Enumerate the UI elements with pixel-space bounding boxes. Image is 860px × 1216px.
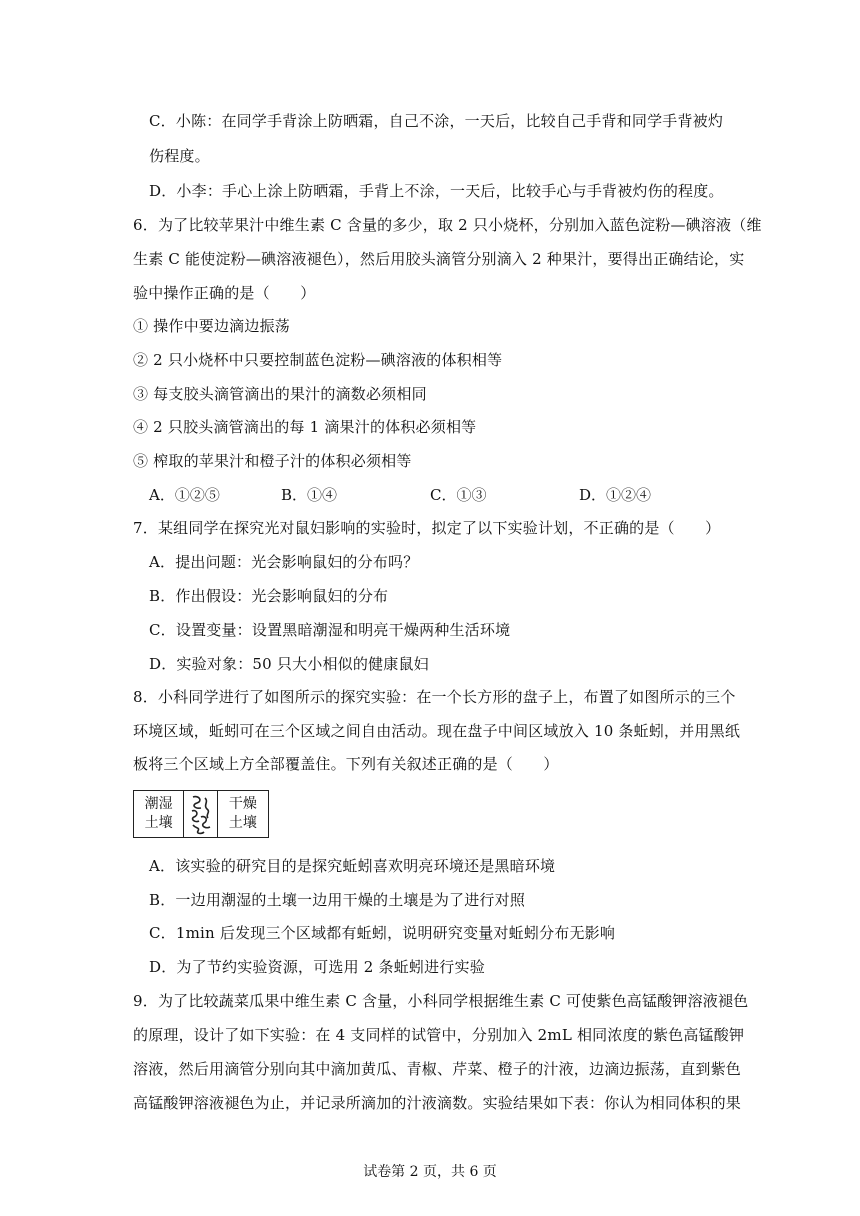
q9-stem-line2: 的原理，设计了如下实验：在 4 支同样的试管中，分别加入 2mL 相同浓度的紫色高锰酸钾: [133, 1026, 745, 1044]
earthworm-tray-figure: [133, 790, 269, 838]
q8-option-b: B．一边用潮湿的土壤一边用干燥的土壤是为了进行对照: [149, 891, 526, 909]
figure-left-zone: [134, 791, 184, 837]
q7-option-d: D．实验对象：50 只大小相似的健康鼠妇: [149, 655, 429, 673]
q5-option-c-line1: C．小陈：在同学手背涂上防晒霜，自己不涂，一天后，比较自己手背和同学手背被灼: [149, 112, 724, 130]
figure-right-label-1: 干燥: [228, 796, 257, 812]
q6-item-1: ① 操作中要边滴边振荡: [133, 317, 290, 335]
q6-item-2: ② 2 只小烧杯中只要控制蓝色淀粉—碘溶液的体积相等: [133, 351, 503, 369]
q8-stem-line2: 环境区域，蚯蚓可在三个区域之间自由活动。现在盘子中间区域放入 10 条蚯蚓，并用黑纸: [133, 722, 741, 740]
q6-item-5: ⑤ 榨取的苹果汁和橙子汁的体积必须相等: [133, 452, 412, 470]
q8-option-c: C．1min 后发现三个区域都有蚯蚓，说明研究变量对蚯蚓分布无影响: [149, 924, 616, 942]
q6-stem-line1: 6．为了比较苹果汁中维生素 C 含量的多少，取 2 只小烧杯，分别加入蓝色淀粉—碘溶液（维: [133, 216, 762, 234]
figure-left-label-2: 土壤: [144, 815, 173, 831]
q6-stem-line2: 生素 C 能使淀粉—碘溶液褪色），然后用胶头滴管分别滴入 2 种果汁，要得出正确结论，实: [133, 250, 745, 268]
q6-option-c: C．①③: [430, 486, 487, 504]
q6-option-d: D．①②④: [579, 486, 652, 504]
earthworms-icon: [187, 793, 215, 835]
figure-right-label-2: 土壤: [228, 815, 257, 831]
q7-stem: 7．某组同学在探究光对鼠妇影响的实验时，拟定了以下实验计划，不正确的是（ ）: [133, 519, 721, 537]
q7-option-b: B．作出假设：光会影响鼠妇的分布: [149, 587, 389, 605]
q6-option-b: B．①④: [281, 486, 338, 504]
q9-stem-line3: 溶液，然后用滴管分别向其中滴加黄瓜、青椒、芹菜、橙子的汁液，边滴边振荡，直到紫色: [133, 1060, 742, 1078]
q9-stem-line4: 高锰酸钾溶液褪色为止，并记录所滴加的汁液滴数。实验结果如下表：你认为相同体积的果: [133, 1094, 742, 1112]
page-footer: 试卷第 2 页，共 6 页: [363, 1164, 497, 1180]
q8-stem-line3: 板将三个区域上方全部覆盖住。下列有关叙述正确的是（ ）: [133, 755, 559, 773]
figure-left-label-1: 潮湿: [144, 796, 173, 812]
q6-option-a: A．①②⑤: [149, 486, 220, 504]
q9-stem-line1: 9．为了比较蔬菜瓜果中维生素 C 含量，小科同学根据维生素 C 可使紫色高锰酸钾溶液褪色: [133, 992, 749, 1010]
q7-option-c: C．设置变量：设置黑暗潮湿和明亮干燥两种生活环境: [149, 621, 511, 639]
figure-right-zone: [218, 791, 268, 837]
q6-item-3: ③ 每支胶头滴管滴出的果汁的滴数必须相同: [133, 385, 427, 403]
q5-option-d: D．小李：手心上涂上防晒霜，手背上不涂，一天后，比较手心与手背被灼伤的程度。: [149, 182, 724, 200]
q8-option-a: A．该实验的研究目的是探究蚯蚓喜欢明亮环境还是黑暗环境: [149, 857, 556, 875]
figure-middle-zone: [184, 791, 218, 837]
q6-item-4: ④ 2 只胶头滴管滴出的每 1 滴果汁的体积必须相等: [133, 418, 477, 436]
q5-option-c-line2: 伤程度。: [149, 147, 210, 165]
q8-stem-line1: 8．小科同学进行了如图所示的探究实验：在一个长方形的盘子上，布置了如图所示的三个: [133, 688, 736, 706]
q8-option-d: D．为了节约实验资源，可选用 2 条蚯蚓进行实验: [149, 958, 485, 976]
q7-option-a: A．提出问题：光会影响鼠妇的分布吗？: [149, 553, 419, 571]
q6-stem-line3: 验中操作正确的是（ ）: [133, 284, 316, 302]
